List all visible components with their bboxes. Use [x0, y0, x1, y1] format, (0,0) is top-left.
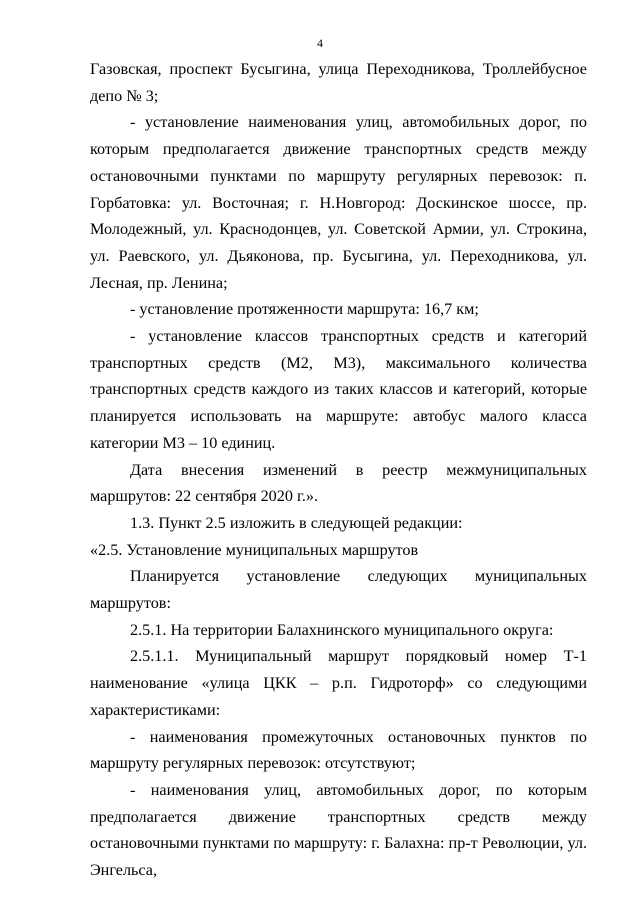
paragraph-streets-balakhna: - наименования улиц, автомобильных дорог, по которым предполагается движение транспортных средств между остановочными пунктами по маршруту: г. Балахна: пр-т Революции, ул. Энгельса,: [90, 780, 587, 880]
document-body: [90, 56, 587, 884]
page-number: 4: [317, 36, 323, 50]
paragraph-streets-list: - установление наименования улиц, автомобильных дорог, по которым предполагается движение транспортных средств между остановочными пунктами по маршруту регулярных перевозок: п. Горбатовка: ул. Восточная; г. Н.Новгород: Доскинское шоссе, пр. Молодежный, ул. Краснодонцев, ул. Советской Армии, ул. Строкина, ул. Раевского, ул. Дьяконова, пр. Бусыгина, ул. Переходникова, ул. Лесная, пр. Ленина;: [90, 113, 587, 292]
paragraph-2-5-1-1: 2.5.1.1. Муниципальный маршрут порядковый номер Т-1 наименование «улица ЦКК – р.п. Гидроторф» со следующими характеристиками:: [90, 647, 587, 719]
section-heading-2-5: «2.5. Установление муниципальных маршрутов: [90, 540, 419, 559]
paragraph-2-5-1: 2.5.1. На территории Балахнинского муниципального округа:: [130, 620, 554, 639]
paragraph-vehicle-classes: - установление классов транспортных средств и категорий транспортных средств (М2, М3), максимального количества транспортных средств каждого из таких классов и категорий, которые планируется использовать на маршруте: автобус малого класса категории М3 – 10 единиц.: [90, 327, 587, 452]
paragraph-registry-date: Дата внесения изменений в реестр межмуниципальных маршрутов: 22 сентября 2020 г.».: [90, 460, 587, 506]
paragraph-continuation: Газовская, проспект Бусыгина, улица Переходникова, Троллейбусное депо № 3;: [90, 60, 587, 105]
paragraph-planned-routes: Планируется установление следующих муниципальных маршрутов:: [90, 567, 587, 613]
paragraph-item-1-3: 1.3. Пункт 2.5 изложить в следующей редакции:: [130, 513, 463, 532]
paragraph-route-length: - установление протяженности маршрута: 16,7 км;: [130, 300, 479, 319]
paragraph-intermediate-stops: - наименования промежуточных остановочных пунктов по маршруту регулярных перевозок: отсутствуют;: [90, 727, 587, 773]
